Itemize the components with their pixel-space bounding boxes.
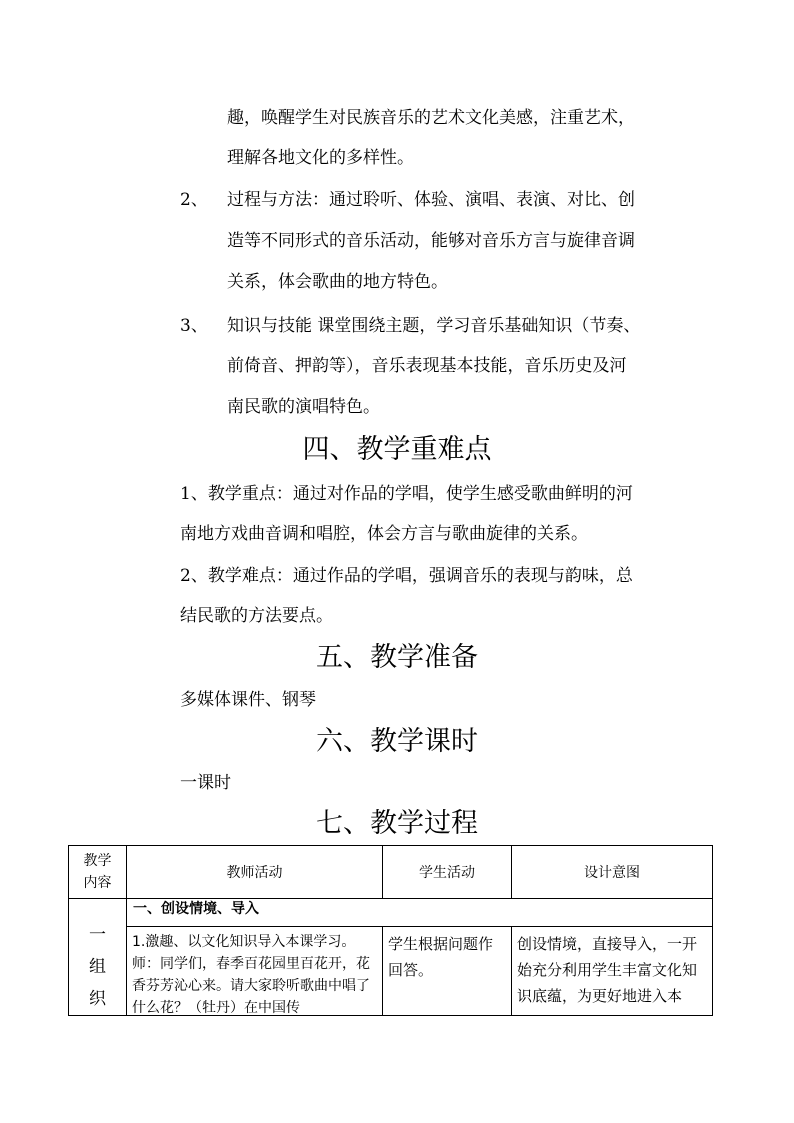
section-6-text: 一课时 bbox=[180, 773, 231, 793]
table-header-row bbox=[69, 846, 713, 899]
design-intent-cell bbox=[512, 927, 713, 1016]
goal-1-line-1: 趣，唤醒学生对民族音乐的艺术文化美感，注重艺术， bbox=[227, 108, 635, 128]
section-5-text: 多媒体课件、钢琴 bbox=[180, 690, 316, 710]
goal-3-line-1: 知识与技能 课堂围绕主题，学习音乐基础知识（节奏、 bbox=[227, 316, 641, 336]
side-label-cell bbox=[69, 899, 127, 1016]
header-design: 设计意图 bbox=[512, 846, 713, 899]
section-4-line-3: 2、教学难点：通过作品的学唱，强调音乐的表现与韵味，总 bbox=[180, 566, 633, 586]
side-label-3: 织 bbox=[89, 989, 106, 1009]
section-4-line-4: 结民歌的方法要点。 bbox=[180, 606, 333, 626]
section-title: 一、创设情境、导入 bbox=[133, 901, 259, 917]
section-title-cell bbox=[127, 899, 713, 927]
teacher-activity-text: 1.激趣、以文化知识导入本课学习。师：同学们，春季百花园里百花开，花香芬芳沁心来。请大家聆听歌曲中唱了什么花？（牡丹）在中国传 bbox=[132, 934, 370, 1015]
process-table bbox=[68, 845, 713, 1016]
header-content-line-1: 教学 bbox=[83, 853, 112, 869]
table-row bbox=[69, 927, 713, 1016]
section-4-line-1: 1、教学重点：通过对作品的学唱，使学生感受歌曲鲜明的河 bbox=[180, 484, 633, 504]
side-label-2: 组 bbox=[89, 957, 106, 977]
header-content bbox=[69, 846, 127, 899]
header-teacher: 教师活动 bbox=[127, 846, 383, 899]
header-content-line-2: 内容 bbox=[83, 875, 112, 891]
teacher-activity-cell bbox=[127, 927, 383, 1016]
table-row bbox=[69, 899, 713, 927]
goal-1-line-2: 理解各地文化的多样性。 bbox=[227, 148, 414, 168]
section-4-line-2: 南地方戏曲音调和唱腔，体会方言与歌曲旋律的关系。 bbox=[180, 524, 588, 544]
goal-3-number: 3、 bbox=[180, 316, 208, 336]
design-intent-text: 创设情境，直接导入，一开始充分利用学生丰富文化知识底蕴，为更好地进入本 bbox=[517, 935, 698, 1005]
student-activity-cell bbox=[383, 927, 512, 1016]
section-4-heading: 四、教学重难点 bbox=[302, 434, 492, 465]
goal-3-line-2: 前倚音、押韵等），音乐表现基本技能，音乐历史及河 bbox=[227, 356, 627, 376]
goal-2-line-1: 过程与方法：通过聆听、体验、演唱、表演、对比、创 bbox=[227, 190, 635, 210]
side-label-1: 一 bbox=[89, 925, 106, 945]
section-6-heading: 六、教学课时 bbox=[316, 726, 478, 757]
header-student: 学生活动 bbox=[383, 846, 512, 899]
goal-2-line-2: 造等不同形式的音乐活动，能够对音乐方言与旋律音调 bbox=[227, 231, 635, 251]
goal-3-line-3: 南民歌的演唱特色。 bbox=[227, 397, 380, 417]
goal-2-number: 2、 bbox=[180, 190, 208, 210]
goal-2-line-3: 关系，体会歌曲的地方特色。 bbox=[227, 272, 448, 292]
section-5-heading: 五、教学准备 bbox=[316, 642, 478, 673]
student-activity-text: 学生根据问题作回答。 bbox=[388, 935, 494, 979]
section-7-heading: 七、教学过程 bbox=[316, 808, 478, 839]
